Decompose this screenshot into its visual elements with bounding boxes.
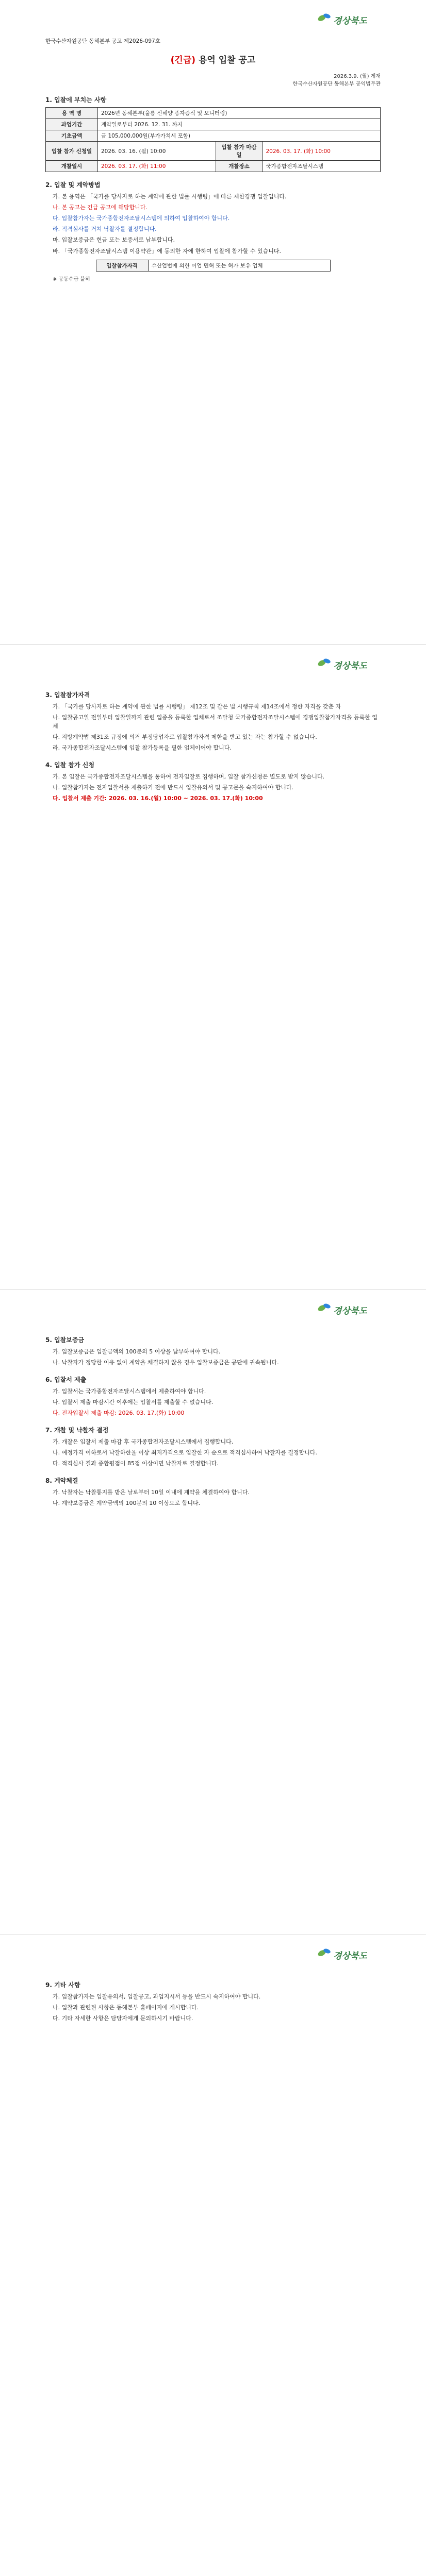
brand-logo: [315, 10, 376, 30]
section-title-5: 5. 입찰보증금: [45, 1336, 85, 1344]
qualification-table: [96, 260, 331, 272]
svg-text:경상북도: 경상북도: [333, 16, 367, 26]
svg-text:경상북도: 경상북도: [333, 1951, 367, 1961]
notice-publisher: 한국수산자원공단 동해본부 공익법무관: [292, 81, 381, 88]
table-row: 과업기간 계약일로부터 2026. 12. 31. 까지: [46, 119, 381, 130]
leaf-logo-icon: [315, 1300, 376, 1320]
info-table: [45, 107, 381, 172]
leaf-logo-icon: [315, 1945, 376, 1965]
table-row: 입찰 참가 신청일 2026. 03. 16. (월) 10:00 입찰 참가 마감일 2026. 03. 17. (화) 10:00: [46, 142, 381, 161]
page-title: (긴급) 용역 입찰 공고: [170, 55, 256, 66]
section-title-2: 2. 입찰 및 계약방법: [45, 181, 101, 189]
leaf-logo-icon: [315, 655, 376, 675]
svg-text:경상북도: 경상북도: [333, 661, 367, 671]
section-title-1: 1. 입찰에 부치는 사항: [45, 96, 107, 104]
table-row: 기초금액 금 105,000,000원(부가가치세 포함): [46, 130, 381, 142]
svg-text:경상북도: 경상북도: [333, 1306, 367, 1316]
brand-logo: [315, 1300, 376, 1320]
leaf-logo-icon: [315, 10, 376, 30]
notice-ref: 한국수산자원공단 동해본부 공고 제2026-097호: [45, 38, 160, 44]
section-title-3: 3. 입찰참가자격: [45, 691, 90, 699]
page-4: 경상북도 9. 기타 사항 가. 입찰참가자는 입찰유의서, 입찰공고, 과업지시서 등을 반드시 숙지하여야 합니다. 나. 입찰과 관련된 사항은 동해본부 홈페이지에 게시합니다. 다. 기타 자세한 사항은 담당자에게 문의하시기 바랍니다.: [0, 1935, 426, 2576]
notice-date: 2026.3.9. (월) 게재: [334, 74, 381, 80]
table-row: 입찰참가자격 수산업법에 의한 어업 면허 또는 허가 보유 업체: [96, 260, 330, 271]
brand-logo: [315, 1945, 376, 1965]
table-row: 용 역 명 2026년 동해본부(울릉 신해양 종자증식 및 모니터링): [46, 108, 381, 119]
section-title-7: 7. 개찰 및 낙찰자 결정: [45, 1427, 109, 1434]
section-title-8: 8. 계약체결: [45, 1477, 78, 1485]
urgent-tag: (긴급): [170, 55, 196, 66]
page-3: 경상북도 5. 입찰보증금 가. 입찰보증금은 입찰금액의 100분의 5 이상을 납부하여야 합니다. 나. 낙찰자가 정당한 이유 없이 계약을 체결하지 않을 경우 입찰보증금은 공단에 귀속됩니다. 6. 입찰서 제출 가. 입찰서는 국가종합전자조달시스템에서 제출하여야 합니다. 나. 입찰서 제출 마감시간 이후에는 입찰서를 제출할 수 없습니다. 다. 전자입찰서 제출 마감: 2026. 03. 17.(화) 10:00 7. 개찰 및 낙찰자 결정 가. 개찰은 입찰서 제출 마감 후 국가종합전자조달시스템에서 집행합니다. 나. 예정가격 이하로서 낙찰하한율 이상 최저가격으로 입찰한 자 순으로 적격심사하여 낙찰자를 결정합니다. 다. 적격심사 결과 종합평점이 85점 이상이면 낙찰자로 결정합니다. 8. 계약체결 가. 낙찰자는 낙찰통지를 받은 날로부터 10일 이내에 계약을 체결하여야 합니다. 나. 계약보증금은 계약금액의 100분의 10 이상으로 합니다.: [0, 1290, 426, 1935]
section-title-4: 4. 입찰 참가 신청: [45, 761, 94, 769]
page-2: 경상북도 3. 입찰참가자격 가. 「국가를 당사자로 하는 계약에 관한 법률 시행령」 제12조 및 같은 법 시행규칙 제14조에서 정한 자격을 갖춘 자 나. 입찰공고일 전일부터 입찰일까지 관련 업종을 등록한 업체로서 조달청 국가종합전자조달시스템에 경쟁입찰참가자격을 등록한 업체 다. 지방계약법 제31조 규정에 의거 부정당업자로 입찰참가자격 제한을 받고 있는 자는 참가할 수 없습니다. 라. 국가종합전자조달시스템에 입찰 참가등록을 필한 업체이어야 합니다. 4. 입찰 참가 신청 가. 본 입찰은 국가종합전자조달시스템을 통하여 전자입찰로 집행하며, 입찰 참가신청은 별도로 받지 않습니다. 나. 입찰참가자는 전자입찰서를 제출하기 전에 반드시 입찰유의서 및 공고문을 숙지하여야 합니다. 다. 입찰서 제출 기간: 2026. 03. 16.(월) 10:00 ~ 2026. 03. 17.(화) 10:00: [0, 645, 426, 1290]
section-title-6: 6. 입찰서 제출: [45, 1376, 87, 1384]
table-row: 개찰일시 2026. 03. 17. (화) 11:00 개찰장소 국가종합전자조달시스템: [46, 161, 381, 172]
page-1: 경상북도 한국수산자원공단 동해본부 공고 제2026-097호 (긴급) 용역 입찰 공고 2026.3.9. (월) 게재 한국수산자원공단 동해본부 공익법무관 1. 입찰에 부치는 사항 용 역 명 2026년 동해본부(울릉 신해양 종자증식 및 모니터링) 과업기간 계약일로부터 2026. 12. 31. 까지 기초금액 금 105,000,000원(부가가치세 포함) 입찰 참가 신청일 2026. 03. 16. (월) 10:00 입찰 참가 마감일 2026. 03. 17. (화) 10:00 개찰일시 2026. 03. 17. (화) 11:00 개찰장소 국가종합전자조달시스템 2. 입찰 및 계약방법 가. 본 용역은 「국가를 당사자로 하는 계약에 관한 법률 시행령」에 따른 제한경쟁 입찰입니다. 나. 본 공고는 긴급 공고에 해당합니다. 다. 입찰참가자는 국가종합전자조달시스템에 의하여 입찰하여야 합니다. 라. 적격심사를 거쳐 낙찰자를 결정합니다. 마. 입찰보증금은 현금 또는 보증서로 납부합니다. 바. 「국가종합전자조달시스템 이용약관」에 동의한 자에 한하여 입찰에 참가할 수 있습니다. 입찰참가자격 수산업법에 의한 어업 면허 또는 허가 보유 업체 ※ 공동수급 불허: [0, 0, 426, 645]
brand-logo: [315, 655, 376, 675]
section-title-9: 9. 기타 사항: [45, 1981, 80, 1989]
